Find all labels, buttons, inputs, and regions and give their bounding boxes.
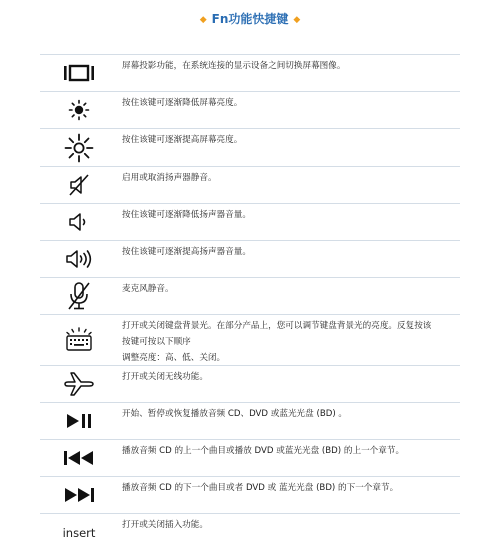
fn-shortcut-table — [40, 54, 460, 551]
row-description: 按住该键可逐渐提高屏幕亮度。 — [122, 135, 243, 145]
row-description: 打开或关闭键盘背景光。在部分产品上，您可以调节键盘背景光的亮度。反复按该 按键可按以下顺序 调整亮度：高、低、关闭。 — [122, 321, 432, 363]
previous-track-icon — [40, 440, 118, 476]
row-description: 启用或取消扬声器静音。 — [122, 173, 217, 183]
row-description: 打开或关闭插入功能。 — [122, 520, 208, 530]
speaker-mute-icon — [40, 167, 118, 203]
diamond-right-icon: ◆ — [293, 15, 301, 25]
diamond-left-icon: ◆ — [199, 15, 207, 25]
table-row — [40, 166, 460, 203]
row-description: 按住该键可逐渐降低扬声器音量。 — [122, 210, 251, 220]
page-title-text: Fn功能快捷键 — [211, 12, 289, 26]
table-row — [40, 439, 460, 476]
row-description: 按住该键可逐渐降低屏幕亮度。 — [122, 98, 243, 108]
table-row — [40, 513, 460, 551]
row-description: 屏幕投影功能，在系统连接的显示设备之间切换屏幕图像。 — [122, 61, 346, 71]
table-row — [40, 240, 460, 277]
keyboard-backlight-icon — [40, 315, 118, 365]
airplane-mode-icon — [40, 366, 118, 402]
play-pause-icon — [40, 403, 118, 439]
volume-down-icon — [40, 204, 118, 240]
table-row — [40, 91, 460, 128]
row-description: 开始、暂停或恢复播放音频 CD、DVD 或蓝光光盘 (BD) 。 — [122, 409, 348, 419]
screen-projection-icon — [40, 55, 118, 91]
next-track-icon — [40, 477, 118, 513]
page-title — [0, 10, 500, 27]
row-description: 打开或关闭无线功能。 — [122, 372, 208, 382]
volume-up-icon — [40, 241, 118, 277]
brightness-down-icon — [40, 92, 118, 128]
table-row — [40, 402, 460, 439]
table-row — [40, 314, 460, 365]
table-row — [40, 128, 460, 166]
table-row — [40, 365, 460, 402]
table-row — [40, 203, 460, 240]
table-row — [40, 54, 460, 91]
brightness-up-icon — [40, 129, 118, 166]
microphone-mute-icon — [40, 278, 118, 314]
row-description: 按住该键可逐渐提高扬声器音量。 — [122, 247, 251, 257]
row-description: 播放音频 CD 的下一个曲目或者 DVD 或 蓝光光盘 (BD) 的下一个章节。 — [122, 483, 399, 493]
table-row — [40, 476, 460, 513]
insert-key-label: insert — [62, 525, 96, 540]
insert-key-icon — [40, 514, 118, 551]
row-description: 播放音频 CD 的上一个曲目或播放 DVD 或蓝光光盘 (BD) 的上一个章节。 — [122, 446, 405, 456]
table-row — [40, 277, 460, 314]
row-description: 麦克风静音。 — [122, 284, 174, 294]
